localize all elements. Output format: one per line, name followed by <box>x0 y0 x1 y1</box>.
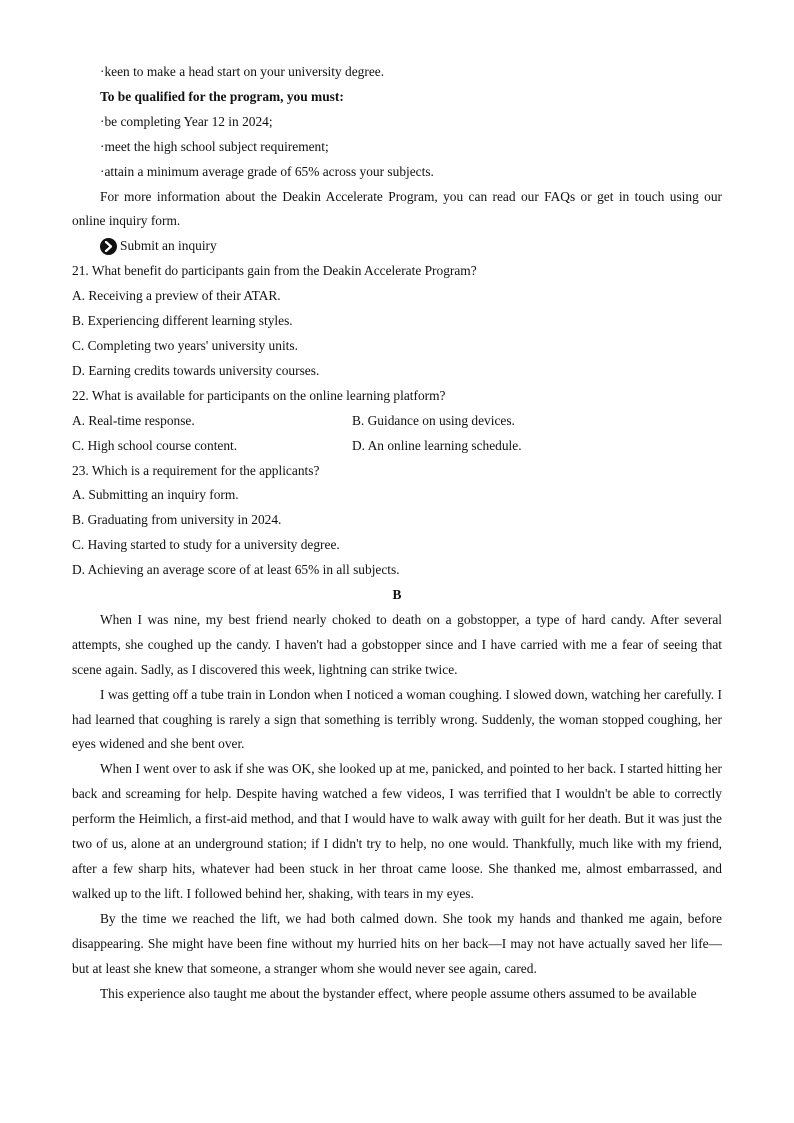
question-22-option-a: A. Real-time response. <box>72 412 195 428</box>
passage-b-paragraph: By the time we reached the lift, we had both calmed down. She took my hands and thanked me again, before disappearing. She might have been fine without my hurried hits on her back—I may not have actually saved her life—but at least she knew that someone, a stranger whom she would never see again, cared. <box>72 910 722 976</box>
bullet-head-start: ·keen to make a head start on your university degree. <box>100 64 385 79</box>
question-22-options-row-1 <box>72 409 722 434</box>
requirement-item: ·be completing Year 12 in 2024; <box>100 113 273 129</box>
question-23-option-b: B. Graduating from university in 2024. <box>72 512 282 528</box>
question-22-option-b: B. Guidance on using devices. <box>352 412 515 428</box>
submit-inquiry-label[interactable]: Submit an inquiry <box>120 238 217 254</box>
question-21-option-c: C. Completing two years' university units. <box>72 337 298 353</box>
submit-inquiry-link[interactable] <box>72 234 722 259</box>
question-23-option-d: D. Achieving an average score of at least 65% in all subjects. <box>72 562 400 578</box>
passage-b-paragraph: When I went over to ask if she was OK, she looked up at me, panicked, and pointed to her back. I started hitting her back and screaming for help. Despite having watched a few videos, I was terrified that I wouldn't be able to correctly perform the Heimlich, a first-aid method, and that I would have to walk away with guilt for her death. But it was just the two of us, alone at an underground station; if I didn't try to help, no one would. Thankfully, much like with my friend, after a few sharp hits, whatever had been stuck in her throat came loose. She thanked me, almost embarrassed, and walked up to the lift. I followed behind her, shaking, with tears in my eyes. <box>72 761 722 901</box>
question-21-stem: 21. What benefit do participants gain from the Deakin Accelerate Program? <box>72 263 477 279</box>
question-23-option-c: C. Having started to study for a university degree. <box>72 537 340 553</box>
question-22-stem: 22. What is available for participants on the online learning platform? <box>72 387 446 403</box>
arrow-circle-icon <box>100 238 117 255</box>
passage-b-paragraph: When I was nine, my best friend nearly choked to death on a gobstopper, a type of hard candy. After several attempts, she coughed up the candy. I haven't had a gobstopper since and I have carried with me a fear of seeing that scene again. Sadly, as I discovered this week, lightning can strike twice. <box>72 611 722 677</box>
passage-b-title: B <box>392 587 402 603</box>
qualify-heading: To be qualified for the program, you must: <box>100 88 344 104</box>
question-21-option-b: B. Experiencing different learning styles. <box>72 313 293 329</box>
more-info-paragraph: For more information about the Deakin Accelerate Program, you can read our FAQs or get in touch using our online inquiry form. <box>72 188 722 229</box>
requirement-item: ·meet the high school subject requirement; <box>100 138 329 154</box>
passage-b-paragraph: This experience also taught me about the bystander effect, where people assume others assumed to be available <box>100 985 697 1001</box>
question-21-option-d: D. Earning credits towards university courses. <box>72 362 320 378</box>
question-23-option-a: A. Submitting an inquiry form. <box>72 487 239 503</box>
question-21-option-a: A. Receiving a preview of their ATAR. <box>72 288 281 304</box>
passage-b-paragraph: I was getting off a tube train in London when I noticed a woman coughing. I slowed down, watching her carefully. I had learned that coughing is rarely a sign that something is terribly wrong. Suddenly, the woman stopped coughing, her eyes widened and she bent over. <box>72 686 722 752</box>
requirement-item: ·attain a minimum average grade of 65% across your subjects. <box>100 163 434 179</box>
question-22-options-row-2 <box>72 434 722 459</box>
question-23-stem: 23. Which is a requirement for the applicants? <box>72 462 320 478</box>
document-page <box>72 60 722 1006</box>
question-22-option-d: D. An online learning schedule. <box>352 437 522 453</box>
question-22-option-c: C. High school course content. <box>72 437 238 453</box>
